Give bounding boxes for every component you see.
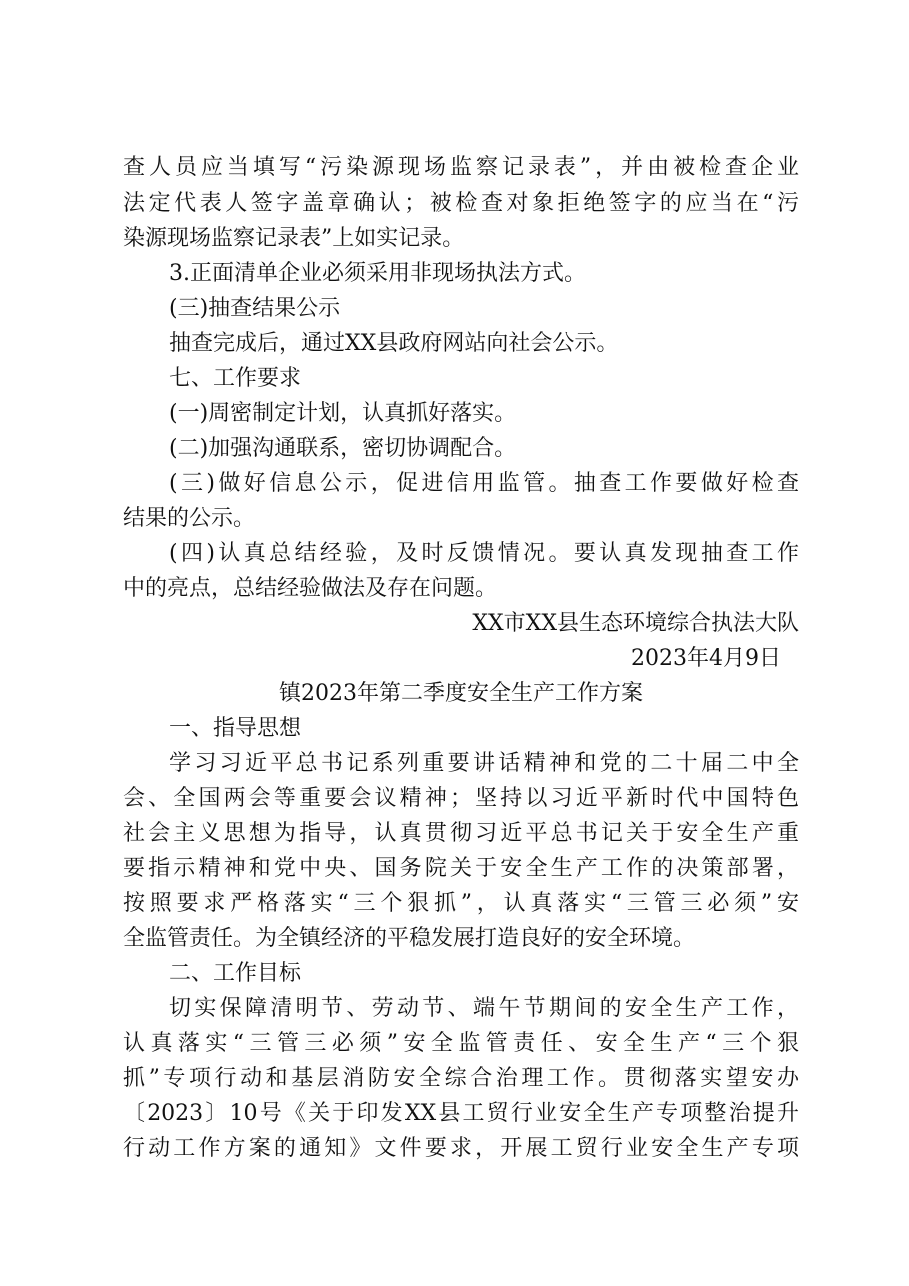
- signature-date: 2023年4月9日: [631, 646, 781, 671]
- section-heading: 二、工作目标: [169, 961, 302, 986]
- section-heading: (三)抽查结果公示: [169, 296, 341, 321]
- text-line: 要指示精神和党中央、国务院关于安全生产工作的决策部署，: [123, 856, 799, 881]
- text-line: 染源现场监察记录表”上如实记录。: [123, 226, 465, 251]
- text-line: 认真落实“三管三必须”安全监管责任、安全生产“三个狠: [123, 1031, 799, 1056]
- section-heading: (二)加强沟通联系，密切协调配合。: [169, 436, 517, 461]
- text-line: 抽查完成后，通过XX县政府网站向社会公示。: [169, 331, 619, 356]
- text-line: 社会主义思想为指导，认真贯彻习近平总书记关于安全生产重: [123, 821, 799, 846]
- text-line: 全监管责任。为全镇经济的平稳发展打造良好的安全环境。: [123, 926, 696, 951]
- text-line: 抓”专项行动和基层消防安全综合治理工作。贯彻落实望安办: [123, 1066, 799, 1091]
- text-line: (四)认真总结经验，及时反馈情况。要认真发现抽查工作: [169, 541, 799, 566]
- text-line: 会、全国两会等重要会议精神；坚持以习近平新时代中国特色: [123, 786, 799, 811]
- section-heading: 一、指导思想: [169, 716, 302, 741]
- document-title: 镇2023年第二季度安全生产工作方案: [279, 681, 643, 706]
- text-line: (三)做好信息公示，促进信用监管。抽查工作要做好检查: [169, 471, 799, 496]
- text-line: 学习习近平总书记系列重要讲话精神和党的二十届二中全: [169, 751, 799, 776]
- text-line: 3.正面清单企业必须采用非现场执法方式。: [169, 261, 586, 286]
- text-line: 中的亮点，总结经验做法及存在问题。: [123, 576, 498, 601]
- section-heading: (一)周密制定计划，认真抓好落实。: [169, 401, 517, 426]
- text-line: 按照要求严格落实“三个狠抓”，认真落实“三管三必须”安: [123, 891, 799, 916]
- text-line: 行动工作方案的通知》文件要求，开展工贸行业安全生产专项: [123, 1136, 799, 1161]
- section-heading: 七、工作要求: [169, 366, 302, 391]
- text-line: 法定代表人签字盖章确认；被检查对象拒绝签字的应当在“污: [123, 191, 799, 216]
- text-line: 结果的公示。: [123, 506, 256, 531]
- text-line: 〔2023〕10号《关于印发XX县工贸行业安全生产专项整治提升: [123, 1101, 799, 1126]
- text-line: 查人员应当填写“污染源现场监察记录表”，并由被检查企业: [123, 155, 799, 180]
- signature-organization: XX市XX县生态环境综合执法大队: [472, 611, 799, 636]
- text-line: 切实保障清明节、劳动节、端午节期间的安全生产工作，: [169, 996, 799, 1021]
